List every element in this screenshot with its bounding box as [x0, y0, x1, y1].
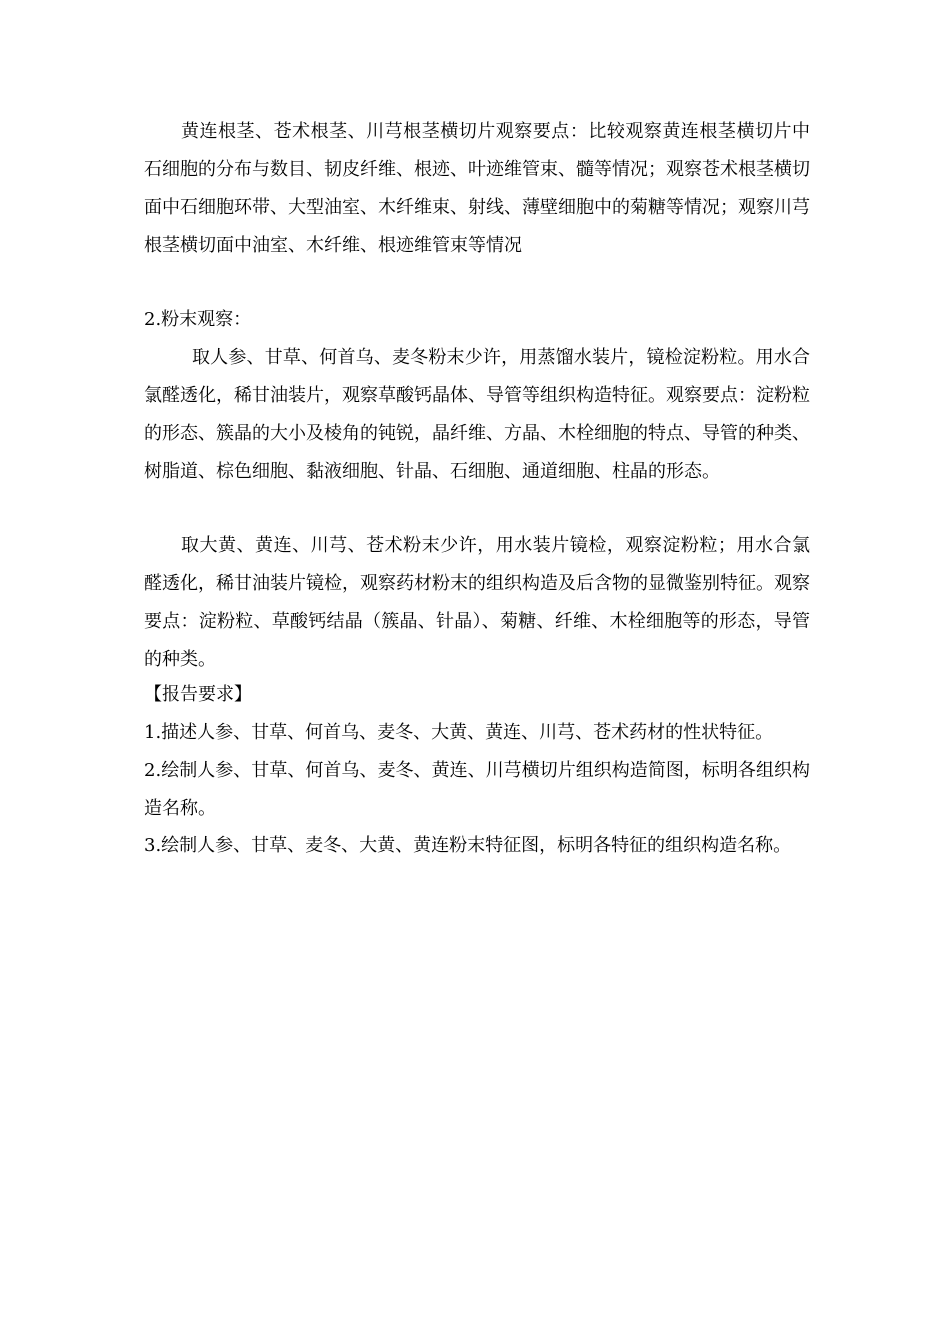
powder-observation-heading: 2.粉末观察：	[144, 309, 252, 330]
report-item-1: 1.描述人参、甘草、何首乌、麦冬、大黄、黄连、川芎、苍术药材的性状特征。	[144, 722, 774, 743]
report-requirements-heading: 【报告要求】	[144, 684, 252, 705]
powder-observation-paragraph-2: 取大黄、黄连、川芎、苍术粉末少许，用水装片镜检，观察淀粉粒；用水合氯醛透化，稀甘油装片镜检，观察药材粉末的组织构造及后含物的显微鉴别特征。观察要点：淀粉粒、草酸钙结晶（簇晶、针晶）、菊糖、纤维、木栓细胞等的形态，导管的种类。	[144, 535, 810, 670]
report-item-2: 2.绘制人参、甘草、何首乌、麦冬、黄连、川芎横切片组织构造简图，标明各组织构造名称。	[144, 760, 810, 819]
report-item-3: 3.绘制人参、甘草、麦冬、大黄、黄连粉末特征图，标明各特征的组织构造名称。	[144, 835, 792, 856]
rhizome-observation-paragraph: 黄连根茎、苍术根茎、川芎根茎横切片观察要点：比较观察黄连根茎横切片中石细胞的分布与数目、韧皮纤维、根迹、叶迹维管束、髓等情况；观察苍术根茎横切面中石细胞环带、大型油室、木纤维束、射线、薄壁细胞中的菊糖等情况；观察川芎根茎横切面中油室、木纤维、根迹维管束等情况	[144, 121, 810, 256]
powder-observation-paragraph-1: 取人参、甘草、何首乌、麦冬粉末少许，用蒸馏水装片，镜检淀粉粒。用水合氯醛透化，稀甘油装片，观察草酸钙晶体、导管等组织构造特征。观察要点：淀粉粒的形态、簇晶的大小及棱角的钝锐，晶纤维、方晶、木栓细胞的特点、导管的种类、树脂道、棕色细胞、黏液细胞、针晶、石细胞、通道细胞、柱晶的形态。	[144, 347, 810, 482]
